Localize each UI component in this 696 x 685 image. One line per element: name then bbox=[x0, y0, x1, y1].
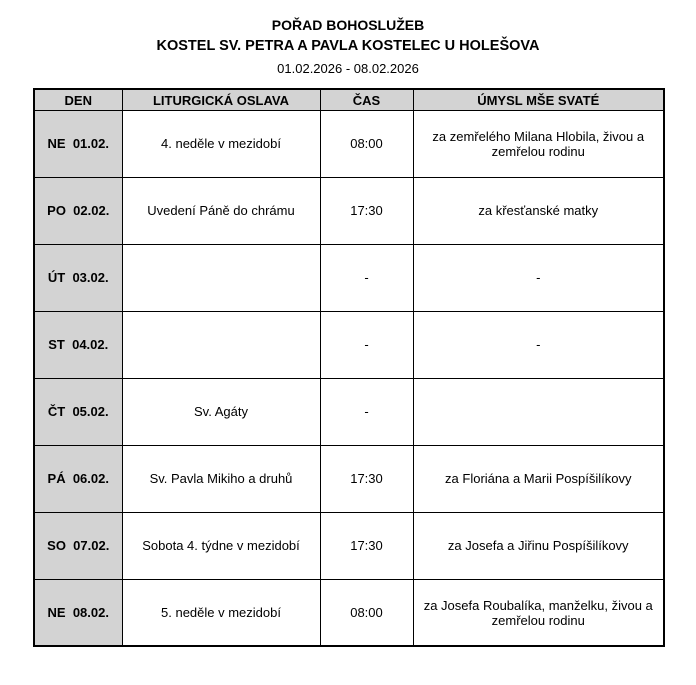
document-header bbox=[0, 0, 696, 76]
cell-time: - bbox=[320, 244, 413, 311]
cell-day: ST 04.02. bbox=[34, 311, 122, 378]
cell-celebration: 5. neděle v mezidobí bbox=[122, 579, 320, 646]
cell-celebration bbox=[122, 244, 320, 311]
cell-day: ČT 05.02. bbox=[34, 378, 122, 445]
table-row bbox=[34, 579, 664, 646]
cell-intention: - bbox=[413, 311, 664, 378]
cell-intention: za Floriána a Marii Pospíšilíkovy bbox=[413, 445, 664, 512]
column-header-cas: ČAS bbox=[320, 89, 413, 110]
cell-intention: za Josefa a Jiřinu Pospíšilíkovy bbox=[413, 512, 664, 579]
table-row bbox=[34, 177, 664, 244]
cell-intention: za Josefa Roubalíka, manželku, živou a zemřelou rodinu bbox=[413, 579, 664, 646]
column-header-den: DEN bbox=[34, 89, 122, 110]
table-row bbox=[34, 378, 664, 445]
document-title: POŘAD BOHOSLUŽEB bbox=[271, 17, 425, 33]
cell-celebration: Sv. Agáty bbox=[122, 378, 320, 445]
schedule-table bbox=[33, 88, 665, 647]
cell-day: NE 01.02. bbox=[34, 110, 122, 177]
cell-day: PÁ 06.02. bbox=[34, 445, 122, 512]
table-row bbox=[34, 110, 664, 177]
table-row bbox=[34, 244, 664, 311]
column-header-liturgicka-oslava: LITURGICKÁ OSLAVA bbox=[122, 89, 320, 110]
cell-time: 17:30 bbox=[320, 177, 413, 244]
date-range: 01.02.2026 - 08.02.2026 bbox=[277, 61, 419, 77]
church-title: KOSTEL SV. PETRA A PAVLA KOSTELEC U HOLEŠOVA bbox=[156, 37, 540, 54]
cell-intention: za křesťanské matky bbox=[413, 177, 664, 244]
table-header-row bbox=[34, 89, 664, 110]
cell-celebration: 4. neděle v mezidobí bbox=[122, 110, 320, 177]
cell-day: NE 08.02. bbox=[34, 579, 122, 646]
cell-celebration bbox=[122, 311, 320, 378]
cell-time: 17:30 bbox=[320, 445, 413, 512]
cell-time: 08:00 bbox=[320, 110, 413, 177]
table-row bbox=[34, 311, 664, 378]
table-row bbox=[34, 445, 664, 512]
cell-time: - bbox=[320, 311, 413, 378]
cell-time: - bbox=[320, 378, 413, 445]
table-row bbox=[34, 512, 664, 579]
cell-time: 17:30 bbox=[320, 512, 413, 579]
cell-day: ÚT 03.02. bbox=[34, 244, 122, 311]
cell-day: PO 02.02. bbox=[34, 177, 122, 244]
cell-intention bbox=[413, 378, 664, 445]
cell-celebration: Uvedení Páně do chrámu bbox=[122, 177, 320, 244]
cell-celebration: Sv. Pavla Mikiho a druhů bbox=[122, 445, 320, 512]
cell-time: 08:00 bbox=[320, 579, 413, 646]
cell-intention: za zemřelého Milana Hlobila, živou a zemřelou rodinu bbox=[413, 110, 664, 177]
cell-day: SO 07.02. bbox=[34, 512, 122, 579]
cell-intention: - bbox=[413, 244, 664, 311]
cell-celebration: Sobota 4. týdne v mezidobí bbox=[122, 512, 320, 579]
column-header-umysl: ÚMYSL MŠE SVATÉ bbox=[413, 89, 664, 110]
